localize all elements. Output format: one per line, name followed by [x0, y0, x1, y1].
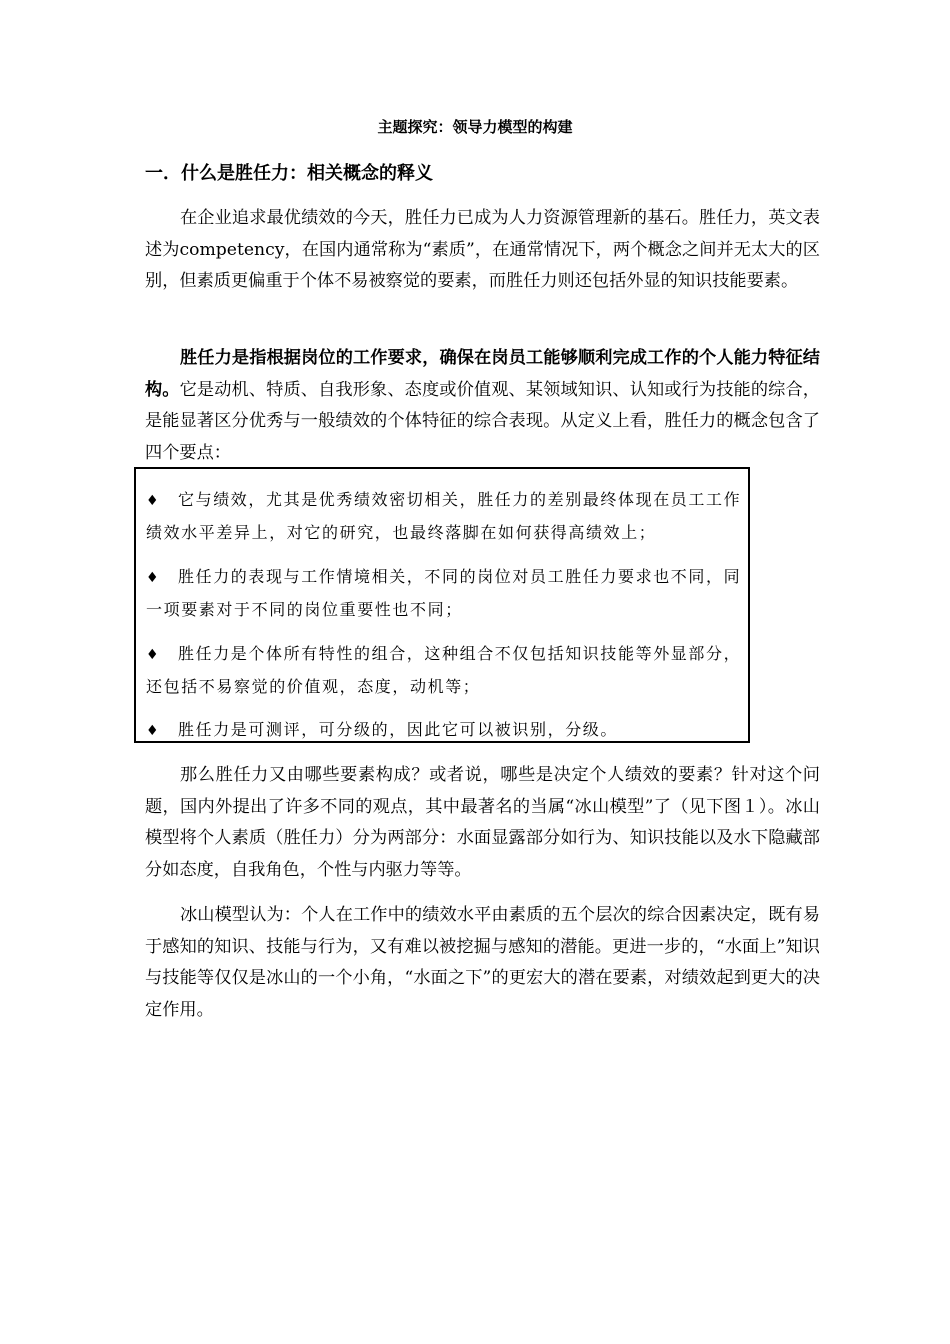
key-point-text: 胜任力是可测评，可分级的，因此它可以被识别，分级。: [178, 720, 619, 739]
key-point-item: [146, 561, 746, 626]
diamond-bullet-icon: ♦: [146, 723, 161, 739]
paragraph-competency-definition: [145, 343, 820, 469]
diamond-bullet-icon: ♦: [146, 647, 161, 663]
key-point-item: [146, 484, 746, 549]
key-point-item: [146, 714, 746, 747]
paragraph-iceberg-model: 那么胜任力又由哪些要素构成？或者说，哪些是决定个人绩效的要素？针对这个问题，国内外提出了许多不同的观点，其中最著名的当属“冰山模型”了（见下图１）。冰山模型将个人素质（胜任力）分为两部分：水面显露部分如行为、知识技能以及水下隐藏部分如态度，自我角色，个性与内驱力等等。: [145, 765, 820, 880]
key-point-item: [146, 638, 746, 703]
key-point-text: 胜任力的表现与工作情境相关，不同的岗位对员工胜任力要求也不同，同一项要素对于不同的岗位重要性也不同；: [146, 567, 742, 619]
section-heading: 一．什么是胜任力：相关概念的释义: [145, 163, 433, 184]
paragraph-competency-intro: 在企业追求最优绩效的今天，胜任力已成为人力资源管理新的基石。胜任力，英文表述为competency，在国内通常称为“素质”，在通常情况下，两个概念之间并无太大的区别，但素质更偏重于个体不易被察觉的要素，而胜任力则还包括外显的知识技能要素。: [145, 208, 820, 291]
paragraph-iceberg-explanation: 冰山模型认为：个人在工作中的绩效水平由素质的五个层次的综合因素决定，既有易于感知的知识、技能与行为，又有难以被挖掘与感知的潜能。更进一步的，“水面上”知识与技能等仅仅是冰山的一个小角，“水面之下”的更宏大的潜在要素，对绩效起到更大的决定作用。: [145, 905, 820, 1020]
diamond-bullet-icon: ♦: [146, 493, 161, 509]
diamond-bullet-icon: ♦: [146, 570, 161, 586]
document-title: 主题探究：领导力模型的构建: [377, 118, 573, 136]
key-point-text: 它与绩效，尤其是优秀绩效密切相关，胜任力的差别最终体现在员工工作绩效水平差异上，对它的研究，也最终落脚在如何获得高绩效上；: [146, 490, 742, 542]
key-points-box: [134, 467, 750, 743]
definition-bold-text: 胜任力是指根据岗位的工作要求，确保在岗员工能够顺利完成工作的个人能力特征结构。: [145, 348, 820, 400]
key-point-text: 胜任力是个体所有特性的组合，这种组合不仅包括知识技能等外显部分，还包括不易察觉的价值观，态度，动机等；: [146, 644, 742, 696]
definition-rest-text: 它是动机、特质、自我形象、态度或价值观、某领域知识、认知或行为技能的综合，是能显著区分优秀与一般绩效的个体特征的综合表现。从定义上看，胜任力的概念包含了四个要点：: [145, 379, 820, 463]
